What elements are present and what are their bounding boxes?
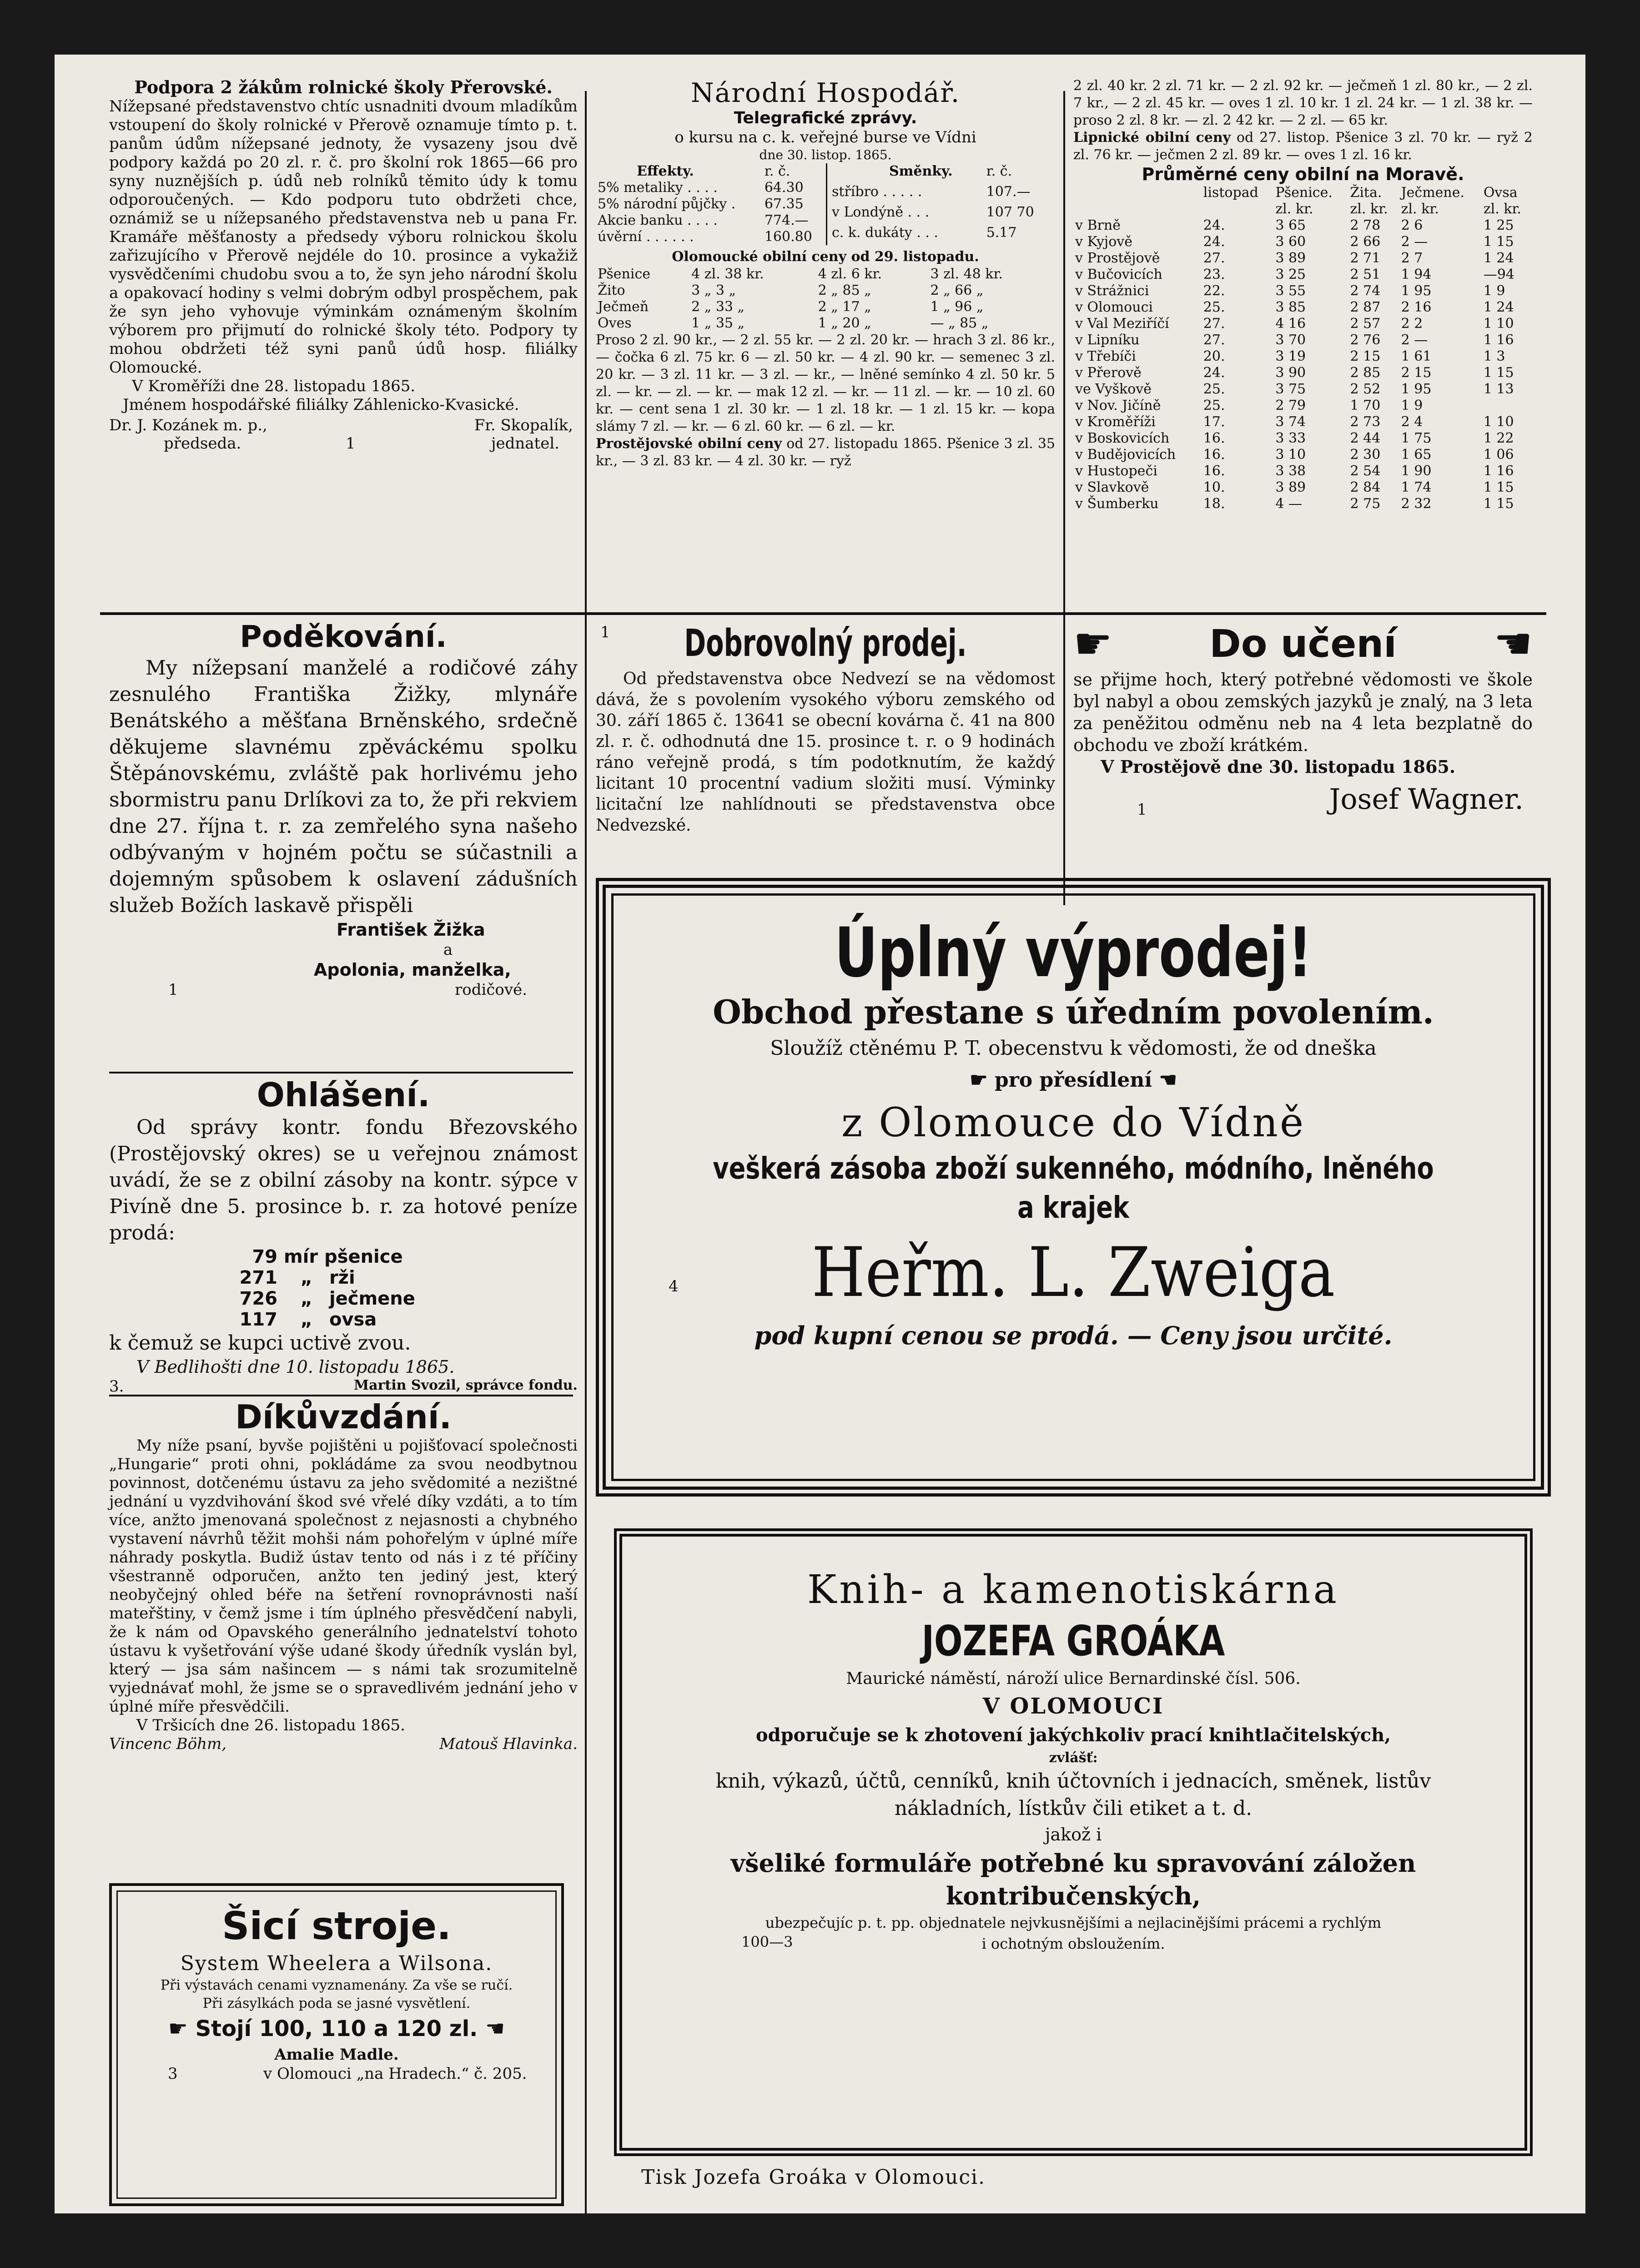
narodni-subtitle: Telegrafické zprávy. [734, 109, 917, 127]
table-cell: 25. [1203, 381, 1225, 397]
table-cell: 1 22 [1483, 430, 1514, 446]
section-rule [100, 612, 1546, 615]
table-cell: 1 15 [1483, 365, 1514, 381]
ohlaseni-items [109, 1246, 578, 1330]
table-row [1073, 348, 1533, 365]
pointing-hand-icon: ☚ [1159, 1068, 1177, 1092]
table-cell: 1 13 [1483, 381, 1514, 397]
tiskarna-name: JOZEFA GROÁKA [921, 1617, 1225, 1665]
sici-stroje-ad [109, 1883, 564, 2206]
table-cell: 1 9 [1401, 398, 1423, 413]
table-cell: 1 70 [1350, 398, 1381, 413]
table-cell: v Strážnici [1075, 283, 1149, 299]
table-cell: v Hustopeči [1075, 463, 1157, 479]
printer-footer: Tisk Jozefa Groáka v Olomouci. [641, 2166, 986, 2189]
table-cell: 1 15 [1483, 479, 1514, 495]
section-rule [109, 1072, 573, 1074]
table-cell: 2 15 [1350, 348, 1381, 364]
narodni-title: Národní Hospodář. [690, 77, 961, 108]
vyprodej-num: 4 [669, 1277, 679, 1295]
table-cell: 1 75 [1401, 430, 1432, 446]
tiskarna-title: Knih- a kamenotiskárna [807, 1567, 1339, 1613]
table-cell: 1 24 [1483, 299, 1514, 315]
table-row [1073, 463, 1533, 479]
column-rule [1063, 623, 1065, 905]
vyprodej-footer: pod kupní cenou se prodá. — Ceny jsou určité. [754, 1321, 1393, 1350]
table-cell: 3 70 [1275, 332, 1306, 348]
table-cell: 17. [1203, 414, 1225, 430]
do-uceni [1073, 619, 1533, 823]
table-cell: 2 51 [1350, 267, 1381, 282]
tiskarna-recommend: odporučuje se k zhotovení jakýchkoliv prací knihtlačitelských, [755, 1724, 1391, 1746]
podekovani-sig-role: rodičové. [455, 981, 528, 999]
podpora-sig-right-role: jednatel. [491, 434, 559, 453]
table-cell: 2 78 [1350, 217, 1381, 233]
table-cell: 3 65 [1275, 217, 1306, 233]
table-header: zl. kr. zl. kr. zl. kr. zl. kr. [1275, 201, 1522, 217]
dikuvzdani-sig-left: Vincenc Böhm, [109, 1735, 227, 1753]
table-row [1073, 332, 1533, 348]
vyprodej-ad [596, 878, 1551, 1497]
podekovani-num: 1 [168, 981, 178, 999]
table-cell: 2 30 [1350, 447, 1381, 463]
table-cell: 2 74 [1350, 283, 1381, 299]
effekty-head-unit: r. č. [764, 163, 790, 179]
table-cell: 1 74 [1401, 479, 1432, 495]
table-cell: 2 — [1401, 234, 1428, 250]
table-cell: 2 87 [1350, 299, 1381, 315]
table-row [1073, 496, 1533, 512]
table-cell: 24. [1203, 234, 1225, 250]
exchange-tables [596, 163, 1055, 245]
table-cell: 1 3 [1483, 348, 1505, 364]
table-row [1073, 414, 1533, 430]
table-cell: 2 75 [1350, 496, 1381, 512]
dobrovolny-num: 1 [600, 623, 610, 641]
table-cell: 1 15 [1483, 496, 1514, 512]
table-cell: ve Vyškově [1075, 381, 1152, 397]
olom-text: Proso 2 zl. 90 kr., — 2 zl. 55 kr. — 2 zl. 20 kr. — hrach 3 zl. 86 kr., — čočka 6 zl. 75 kr. 6 — zl. 50 kr. — 4 zl. 90 kr. — semenec 3 zl. 20 kr. — 3 zl. 11 kr. — 3 zl. — kr., — lněné semínko 4 zl. 50 kr. 5 zl. — kr. — zl. — kr. — mak 12 zl. — kr. — 11 zl. — kr. — 10 zl. 60 kr. — cent sena 1 zl. 30 kr. — 1 zl. 18 kr. — 1 zl. 15 kr. — kopa slámy 7 zl. — kr. — 6 zl. 60 kr. — 6 zl. — kr. [596, 332, 1055, 434]
table-row [1073, 250, 1533, 267]
vyprodej-line2: pro přesídlení [994, 1068, 1152, 1092]
list-item: 117 „ ovsa [239, 1309, 377, 1330]
tiskarna-num: 100—3 [741, 1933, 793, 1950]
table-cell: 2 52 [1350, 381, 1381, 397]
table-cell: 3 85 [1275, 299, 1306, 315]
table-cell: 10. [1203, 479, 1225, 495]
table-cell: 1 06 [1483, 447, 1514, 463]
table-cell: 2 57 [1350, 316, 1381, 332]
table-cell: 2 6 [1401, 217, 1423, 233]
sici-price: Stojí 100, 110 a 120 zl. [195, 2016, 478, 2041]
column-rule [585, 91, 587, 655]
table-cell: 2 79 [1275, 398, 1306, 413]
table-row: stříbro . . . . . 107.— [832, 184, 1031, 200]
lipnik-title: Lipnické obilní ceny [1073, 130, 1231, 146]
podekovani-title: Poděkování. [240, 619, 447, 654]
ohlaseni-date: V Bedlihošti dne 10. listopadu 1865. [136, 1357, 455, 1377]
podpora-text: Nížepsané představenstvo chtíc usnadniti dvoum mladíkům vstoupení do školy rolnické v Přerově oznamuje tímto p. t. panům údům nížepsané jednoty, že vysazeny jsou dvě podpory každá po 20 zl. r. č. pro školní rok 1865—66 pro syny nuznějších p. údů neb rolníků těmito údy k tomu odporoučených. — Kdo podporu tuto obdržeti chce, oznámiž se u nížepsaného představenstva neb u pana Fr. Kramáře měšťanosty a předsedy výboru rolnickou školu zařizujícího v Přerově nejdéle do 10. prosince a vykažiž vysvědčeními chudobu svou a to, že syn jeho národní školu a opakovací hodiny s velmi dobrým odbyl prospěchem, pak že syn jeho vyhovuje výminkám oznámeným školním výborem pro přijmutí do rolnické školy této. Podpory ty mohou obdržeti též syni panů údů hosp. filiálky Olomoucké. [109, 97, 578, 377]
table-cell: 2 15 [1401, 365, 1432, 381]
table-cell: 2 44 [1350, 430, 1381, 446]
ohlaseni-num: 3. [109, 1377, 124, 1396]
vyprodej-name: Heřm. L. Zweiga [811, 1233, 1335, 1312]
podpora-title: Podpora 2 žákům rolnické školy Přerovské. [134, 77, 553, 97]
table-cell: 3 60 [1275, 234, 1306, 250]
table-cell: 25. [1203, 398, 1225, 413]
sici-address: v Olomouci „na Hradech.“ č. 205. [263, 2065, 527, 2083]
table-cell: v Budějovicích [1075, 447, 1176, 463]
column-rule [1063, 91, 1065, 655]
narodni-date: dne 30. listop. 1865. [759, 147, 892, 162]
douceni-sig: Josef Wagner. [1329, 782, 1524, 816]
table-cell: 3 89 [1275, 250, 1306, 266]
smenky-head: Směnky. [889, 163, 953, 179]
tiskarna-assure: ubezpečujíc p. t. pp. objednatele nejvkusnějšími a nejlacinějšími prácemi a rychlým [765, 1914, 1382, 1931]
table-cell: 1 16 [1483, 332, 1514, 348]
vyprodej-line3: z Olomouce do Vídně [841, 1099, 1306, 1146]
table-cell: v Lipníku [1075, 332, 1140, 348]
podekovani-notice [109, 619, 578, 1001]
vyprodej-line4: veškerá zásoba zboží sukenného, módního, lněného a krajek [713, 1151, 1434, 1225]
douceni-date: V Prostějově dne 30. listopadu 1865. [1101, 756, 1456, 777]
sici-system: System Wheelera a Wilsona. [180, 1952, 493, 1975]
table-cell: 1 10 [1483, 316, 1514, 332]
ohlaseni-title: Ohlášení. [257, 1076, 430, 1114]
table-cell: 2 7 [1401, 250, 1423, 266]
podekovani-text: My nížepsaní manželé a rodičové záhy zesnulého Františka Žižky, mlynáře Benátského a měšťana Brněnského, srdečně děkujeme slavnému zpěváckému spolku Štěpánovskému, zvláště pak horlivému jeho sbormistru panu Drlíkovi za to, že při rekviem dne 27. října t. r. za zemřelého syna našeho odbývaným v hojném počtu se súčastnili a dojemným spůsobem k oslavení zádušních služeb Božích laskavě přispěli [109, 656, 578, 917]
sici-line2: Při zásylkách poda se jasné vysvětlení. [202, 1996, 471, 2011]
table-cell: 3 74 [1275, 414, 1306, 430]
table-row: Akcie banku . . . . 774.— [598, 212, 809, 228]
table-cell: 1 94 [1401, 267, 1432, 282]
podekovani-sig2: Apolonia, manželka, [314, 960, 511, 980]
table-row [1073, 283, 1533, 299]
olom-title: Olomoucké obilní ceny od 29. listopadu. [672, 249, 979, 265]
vyprodej-title: Úplný výprodej! [834, 913, 1313, 993]
table-cell: v Prostějově [1075, 250, 1160, 266]
list-item: 79 mír pšenice [252, 1246, 403, 1267]
olom-table [596, 266, 1055, 332]
podpora-date: V Kroměříži dne 28. listopadu 1865. [132, 377, 416, 395]
table-cell: 1 95 [1401, 283, 1432, 299]
morava-table [1073, 185, 1533, 512]
table-cell: 2 76 [1350, 332, 1381, 348]
table-cell: 2 2 [1401, 316, 1423, 332]
ohlaseni-text: Od správy kontr. fondu Březovského (Prostějovský okres) se u veřejnou známost uvádí, že se z obilní zásoby na kontr. sýpce v Pivíně dne 5. prosince b. r. za hotové peníze prodá: [109, 1116, 578, 1245]
table-header: listopad Pšenice. Žita. Ječmene. Ovsa [1203, 185, 1518, 201]
table-cell: 1 95 [1401, 381, 1432, 397]
table-cell: 27. [1203, 332, 1225, 348]
tiskarna-city: V OLOMOUCI [982, 1693, 1164, 1719]
morava-rows [1073, 217, 1533, 512]
table-row [1073, 234, 1533, 250]
table-row [1073, 381, 1533, 398]
newspaper-page [55, 55, 1585, 2213]
table-cell: 23. [1203, 267, 1225, 282]
table-cell: 1 90 [1401, 463, 1432, 479]
table-cell: v Boskovicích [1075, 430, 1170, 446]
podekovani-sig-a: a [443, 941, 453, 959]
morava-title: Průměrné ceny obilní na Moravě. [1142, 164, 1464, 184]
pointing-hand-icon: ☚ [485, 2016, 505, 2041]
tiskarna-list1: knih, výkazů, účtů, cenníků, knih účtovních i jednacích, směnek, listův [715, 1769, 1431, 1793]
table-divider [826, 163, 827, 245]
pointing-hand-icon: ☚ [1493, 618, 1533, 669]
list-item: 726 „ ječmene [239, 1288, 415, 1309]
table-cell: 4 — [1275, 496, 1302, 512]
table-row: Oves 1 „ 35 „ 1 „ 20 „ — „ 85 „ [598, 315, 989, 331]
table-row [1073, 299, 1533, 316]
dobrovolny-text: Od představenstva obce Nedvezí se na vědomost dává, že s povolením vysokého výboru zemského od 30. září 1865 č. 13641 se obecní kovárna č. 41 na 800 zl. r. č. odhodnutá dne 15. prosince t. r. o 9 hodinách ráno veřejně prodá, s tím podotknutím, že každý licitant 10 procentní vadium složiti musí. Výminky licitační lze nahlídnouti se představenstva obce Nedvezské. [596, 670, 1055, 835]
podekovani-sig1: František Žižka [337, 920, 485, 940]
effekty-head: Effekty. [637, 163, 694, 179]
podpora-notice [109, 77, 578, 453]
table-cell: v Kyjově [1075, 234, 1132, 250]
table-cell: 1 9 [1483, 283, 1505, 299]
table-cell: 3 33 [1275, 430, 1306, 446]
prices-cont-text: 2 zl. 40 kr. 2 zl. 71 kr. — 2 zl. 92 kr. — ječmeň 1 zl. 80 kr., — 2 zl. 7 kr., — 2 zl. 45 kr. — oves 1 zl. 10 kr. 1 zl. 24 kr. — 1 zl. 38 kr. — proso 2 zl. 8 kr. — zl. 2 42 kr. — 2 zl. — 65 kr. [1073, 78, 1533, 128]
table-row [1073, 267, 1533, 283]
grain-prices [1073, 77, 1533, 512]
table-cell: 2 16 [1401, 299, 1432, 315]
dobrovolny-title: Dobrovolný prodej. [684, 622, 967, 665]
table-cell: v Slavkově [1075, 479, 1149, 495]
douceni-text: se přijme hoch, který potřebné vědomosti ve škole byl nabyl a obou zemských jazyků je znalý, na 3 leta za peněžitou odměnu neb na 4 leta bezplatně do obchodu ve zboží krátkém. [1073, 670, 1533, 755]
smenky-table [830, 163, 1048, 245]
table-row: c. k. dukáty . . . 5.17 [832, 225, 1017, 241]
table-row: Žito 3 „ 3 „ 2 „ 85 „ 2 „ 66 „ [598, 282, 984, 298]
table-cell: 1 24 [1483, 250, 1514, 266]
table-row [1073, 479, 1533, 496]
tiskarna-forms2: kontribučenských, [946, 1881, 1201, 1910]
table-row: úvěrní . . . . . . 160.80 [598, 229, 812, 245]
table-cell: v Nov. Jičíně [1075, 398, 1161, 413]
table-cell: 3 10 [1275, 447, 1306, 463]
ohlaseni-close: k čemuž se kupci uctivě zvou. [109, 1331, 411, 1355]
table-row [1073, 365, 1533, 381]
table-cell: v Třebíči [1075, 348, 1136, 364]
table-cell: 1 15 [1483, 234, 1514, 250]
table-cell: 24. [1203, 365, 1225, 381]
narodni-intro: o kursu na c. k. veřejné burse ve Vídni [674, 128, 976, 146]
narodni-hospodar [596, 77, 1055, 470]
table-cell: 3 38 [1275, 463, 1306, 479]
sici-line1: Při výstavách cenami vyznamenány. Za vše se ručí. [160, 1977, 513, 1993]
ohlaseni-sig: Martin Svozil, správce fondu. [353, 1377, 578, 1393]
table-cell: 27. [1203, 316, 1225, 332]
table-cell: 2 73 [1350, 414, 1381, 430]
pointing-hand-icon: ☛ [1073, 618, 1113, 669]
table-row: 5% národní půjčky . 67.35 [598, 196, 804, 212]
dikuvzdani-text: My níže psaní, byvše pojištěni u pojišťovací společnosti „Hungarie“ proti ohni, pokládáme za svou neodbytnou povinnost, dotčenému ústavu za jeho svědomité a nezištné jednání u vyzdvihování škod své vřelé díky vzdáti, a to tím více, anžto jmenovaná společnost z nejasnosti a chybného vystavení návrhů těžit mohši nám pohořelým v úplné míře náhrady poskytla. Budiž ústav tento od nás i z té příčiny všestranně odporučen, anžto ten jediný jest, který neobyčejný ohled béře na šetření rovnoprávnosti naší mateřštiny, v čemž jsme i tím úplného přesvědčení nabyli, že k nám od Opavského generálního jednatelství tohoto ústavu k vyšetřování výše udané škody úředník vyslán byl, který — jsa sám našincem — s námi tak srozumitelně vyjednávať mohl, že jsme se o spravedlivém jednání jeho v úplné míře přesvědčili. [109, 1436, 578, 1716]
ohlaseni-notice [109, 1075, 578, 1397]
table-cell: v Val Meziříčí [1075, 316, 1169, 332]
table-cell: v Šumberku [1075, 496, 1159, 512]
sici-num: 3 [168, 2065, 178, 2083]
vyprodej-line1: Sloužíž ctěnému P. T. obecenstvu k vědomosti, že od dneška [770, 1037, 1377, 1060]
table-row [1073, 316, 1533, 332]
douceni-title: Do učení [1209, 621, 1397, 666]
table-cell: 18. [1203, 496, 1225, 512]
column-rule [585, 623, 587, 2213]
table-cell: 27. [1203, 250, 1225, 266]
table-cell: v Brně [1075, 217, 1121, 233]
lipnik-text: od 27. listop. Pšenice 3 zl. 70 kr. — ryž 2 zl. 76 kr. — ječmen 2 zl. 89 kr. — oves 1 zl. 16 kr. [1073, 130, 1533, 163]
table-cell: 1 16 [1483, 463, 1514, 479]
table-cell: 2 84 [1350, 479, 1381, 495]
table-cell: 2 32 [1401, 496, 1432, 512]
table-cell: 2 54 [1350, 463, 1381, 479]
table-cell: 1 61 [1401, 348, 1432, 364]
podpora-sig-right-name: Fr. Skopalík, [474, 416, 573, 434]
table-cell: 16. [1203, 463, 1225, 479]
table-cell: —94 [1483, 267, 1514, 282]
table-cell: 3 75 [1275, 381, 1306, 397]
tiskarna-address: Maurické náměstí, nároží ulice Bernardinské čísl. 506. [846, 1669, 1301, 1688]
table-cell: 2 85 [1350, 365, 1381, 381]
table-cell: 1 25 [1483, 217, 1514, 233]
table-row: Ječmeň 2 „ 33 „ 2 „ 17 „ 1 „ 96 „ [598, 299, 984, 315]
table-cell: 20. [1203, 348, 1225, 364]
table-cell: 2 71 [1350, 250, 1381, 266]
table-row: Pšenice 4 zl. 38 kr. 4 zl. 6 kr. 3 zl. 48 kr. [598, 266, 1003, 282]
tiskarna-list2: nákladních, lístkův čili etiket a t. d. [894, 1797, 1253, 1820]
list-item: 271 „ rži [239, 1267, 355, 1288]
table-cell: 3 90 [1275, 365, 1306, 381]
table-cell: 3 55 [1275, 283, 1306, 299]
table-row [1073, 398, 1533, 414]
effekty-table [596, 163, 823, 245]
table-row [1073, 217, 1533, 234]
table-cell: 1 10 [1483, 414, 1514, 430]
table-cell: 1 65 [1401, 447, 1432, 463]
pointing-hand-icon: ☛ [168, 2016, 188, 2041]
podpora-sig-left-name: Dr. J. Kozánek m. p., [109, 416, 267, 434]
tiskarna-forms1: všeliké formuláře potřebné ku spravování záložen [730, 1849, 1416, 1878]
dobrovolny-prodej [596, 619, 1055, 836]
table-row: 5% metaliky . . . . 64.30 [598, 180, 804, 196]
table-cell: v Přerově [1075, 365, 1142, 381]
table-cell: 2 — [1401, 332, 1428, 348]
table-cell: v Bučovicích [1075, 267, 1162, 282]
prost-text: od 27. listopadu 1865. Pšenice 3 zl. 35 kr., — 3 zl. 83 kr. — 4 zl. 30 kr. — ryž [596, 436, 1055, 469]
douceni-num: 1 [1137, 801, 1147, 819]
dikuvzdani-date: V Tršicích dne 26. listopadu 1865. [136, 1716, 405, 1734]
sici-title: Šicí stroje. [221, 1904, 452, 1948]
table-cell: 16. [1203, 430, 1225, 446]
table-cell: 3 25 [1275, 267, 1306, 282]
dikuvzdani-sig-right: Matouš Hlavinka. [439, 1735, 578, 1753]
table-row [1073, 447, 1533, 463]
dikuvzdani-title: Díkůvzdání. [235, 1398, 452, 1436]
podpora-sig-num: 1 [346, 434, 356, 453]
prost-title: Prostějovské obilní ceny [596, 436, 782, 452]
table-cell: 24. [1203, 217, 1225, 233]
tiskarna-assure2: i ochotným obsloužením. [981, 1935, 1165, 1952]
table-cell: 4 16 [1275, 316, 1306, 332]
table-cell: 25. [1203, 299, 1225, 315]
smenky-head-unit: r. č. [986, 163, 1012, 179]
pointing-hand-icon: ☛ [970, 1068, 988, 1092]
table-row [1073, 430, 1533, 447]
table-cell: 2 4 [1401, 414, 1423, 430]
table-cell: 3 19 [1275, 348, 1306, 364]
table-row: v Londýně . . . 107 70 [832, 204, 1034, 220]
podpora-on-behalf: Jménem hospodářské filiálky Záhlenicko-Kvasické. [123, 396, 519, 414]
table-cell: 22. [1203, 283, 1225, 299]
table-cell: 16. [1203, 447, 1225, 463]
sici-seller: Amalie Madle. [274, 2046, 399, 2064]
dikuvzdani-notice [109, 1397, 578, 1756]
podpora-sig-left-role: předseda. [164, 434, 241, 453]
tiskarna-jakoz: jakož i [1045, 1824, 1102, 1845]
podpora-signatures [109, 414, 578, 453]
table-cell: 3 89 [1275, 479, 1306, 495]
table-cell: v Olomouci [1075, 299, 1153, 315]
vyprodej-subtitle: Obchod přestane s úředním povolením. [713, 993, 1434, 1031]
tiskarna-ad [614, 1528, 1533, 2156]
table-cell: v Kroměříži [1075, 414, 1156, 430]
table-cell: 2 66 [1350, 234, 1381, 250]
tiskarna-zvlast: zvlášť: [1049, 1750, 1098, 1766]
